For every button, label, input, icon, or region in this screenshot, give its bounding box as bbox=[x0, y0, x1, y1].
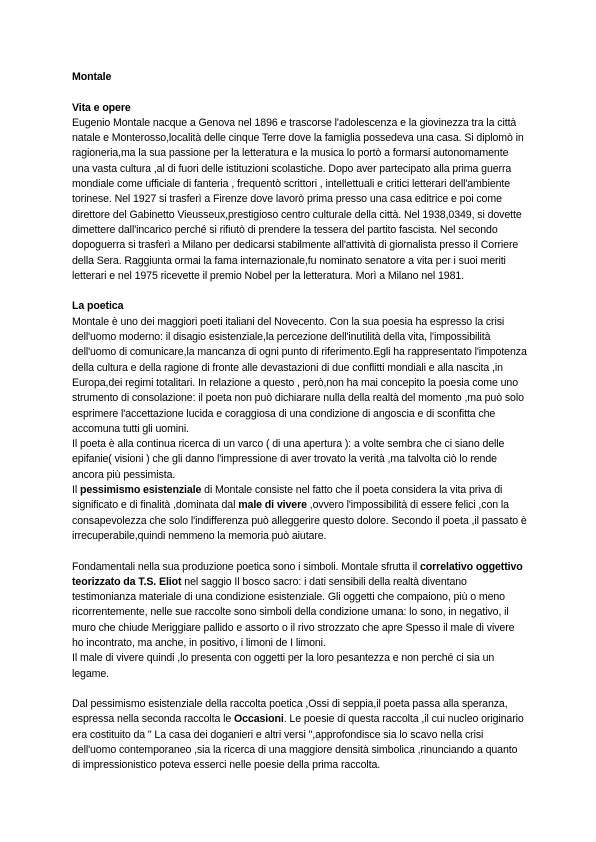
text-run: Fondamentali nella sua produzione poetica sono i simboli. Montale sfrutta il bbox=[72, 560, 420, 573]
bold-term-correlativo-oggettivo: correlativo oggettivo teorizzato da T.S. Eliot bbox=[72, 560, 523, 588]
paragraph-poetica-intro: Montale è uno dei maggiori poeti italiani del Novecento. Con la sua poesia ha espresso la crisi dell'uomo moderno: il disagio esistenziale,la percezione dell'inutilità della vita, l'impossibilità dell'uomo di comunicare,la mancanza di ogni punto di riferimento.Egli ha rappresentato l'impotenza della cultura e della ragione di fronte alle devastazioni di due conflitti mondiali e alla nascita ,in Europa,dei regimi totalitari. In relazione a questo , però,non ha mai concepito la poesia come uno strumento di consolazione: il poeta non può dichiarare nulla della realtà del momento ,ma può solo esprimere l'accettazione lucida e coraggiosa di una condizione di angoscia e di sconfitta che accomuna tutti gli uomini. bbox=[72, 315, 527, 435]
section-heading-vita-e-opere: Vita e opere bbox=[72, 101, 131, 114]
paragraph-pessimismo bbox=[72, 483, 528, 544]
spacer bbox=[72, 85, 528, 100]
text-run: . Le poesie di questa raccolta ,il cui nucleo originario era costituito da " La casa dei doganieri e altri versi ",approfondisce sia lo scavo nella crisi dell'uomo contemporaneo ,sia la ricerca di una maggiore densità simbolica ,rinunciando a quanto di impressionistico poteva esserci nelle poesie della prima raccolta. bbox=[72, 713, 524, 772]
spacer bbox=[72, 682, 528, 697]
section-heading-la-poetica: La poetica bbox=[72, 300, 124, 313]
text-run: di Montale consiste nel fatto che il poeta considera la vita priva di significato e di finalità ,dominata dal bbox=[72, 484, 503, 512]
paragraph-simboli bbox=[72, 560, 528, 652]
text-run: Il bbox=[72, 484, 80, 497]
text-run: ,ovvero l'impossibilità di essere felici ,con la consapevolezza che solo l'indifferenza può alleggerire questo dolore. Secondo il poeta ,il passato è irrecuperabile,quindi nemmeno la memoria può aiutare. bbox=[72, 499, 527, 542]
text-run: nel saggio Il bosco sacro: i dati sensibili della realtà diventano testimonianza materiale di una condizione esistenziale. Gli oggetti che compaiono, più o meno ricorrentemente, nelle sue raccolte sono simboli della condizione umana: lo sono, in negativo, il muro che chiude Meriggiare pallido e assorto o il rivo strozzato che apre Spesso il male di vivere ho incontrato, ma anche, in positivo, i limoni de I limoni. bbox=[72, 575, 515, 649]
spacer bbox=[72, 284, 528, 299]
paragraph-male-di-vivere: Il male di vivere quindi ,lo presenta con oggetti per la loro pesantezza e non perché ci sia un legame. bbox=[72, 652, 495, 680]
bold-term-pessimismo-esistenziale: pessimismo esistenziale bbox=[79, 484, 202, 497]
text-run: Dal pessimismo esistenziale della raccolta poetica ,Ossi di seppia,il poeta passa alla speranza, espressa nella seconda raccolta le bbox=[72, 698, 508, 726]
paragraph-occasioni bbox=[72, 697, 528, 773]
document-page bbox=[72, 70, 528, 774]
bold-term-male-di-vivere: male di vivere bbox=[238, 499, 307, 512]
bold-term-occasioni: Occasioni bbox=[233, 713, 284, 726]
paragraph-varco: Il poeta è alla continua ricerca di un varco ( di una apertura ): a volte sembra che ci siano delle epifanie( visioni ) che gli danno l'impressione di aver trovato la verità ,ma talvolta ciò lo rende ancora più pessimista. bbox=[72, 438, 505, 481]
spacer bbox=[72, 544, 528, 559]
paragraph-biography: Eugenio Montale nacque a Genova nel 1896 e trascorse l'adolescenza e la giovinezza tra la città natale e Monterosso,località delle cinque Terre dove la famiglia possedeva una casa. Si diplomò in ragioneria,ma la sua passione per la letteratura e la musica lo portò a formarsi autonomamente una vasta cultura ,al di fuori delle istituzioni scolastiche. Dopo aver partecipato alla prima guerra mondiale come ufficiale di fanteria , frequentò scrittori , intellettuali e critici letterari dell'ambiente torinese. Nel 1927 si trasferì a Firenze dove lavorò prima presso una casa editrice e poi come direttore del Gabinetto Vieusseux,prestigioso centro culturale della città. Nel 1938,0349, si dovette dimettere dall'incarico perché si rifiutò di prendere la tessera del partito fascista. Nel secondo dopoguerra si trasferì a Milano per dedicarsi stabilmente all'attività di giornalista presso il Corriere della Sera. Raggiunta ormai la fama internazionale,fu nominato senatore a vita per i suoi meriti letterari e nel 1975 ricevette il premio Nobel per la letteratura. Morì a Milano nel 1981. bbox=[72, 116, 524, 282]
document-title: Montale bbox=[72, 71, 112, 83]
